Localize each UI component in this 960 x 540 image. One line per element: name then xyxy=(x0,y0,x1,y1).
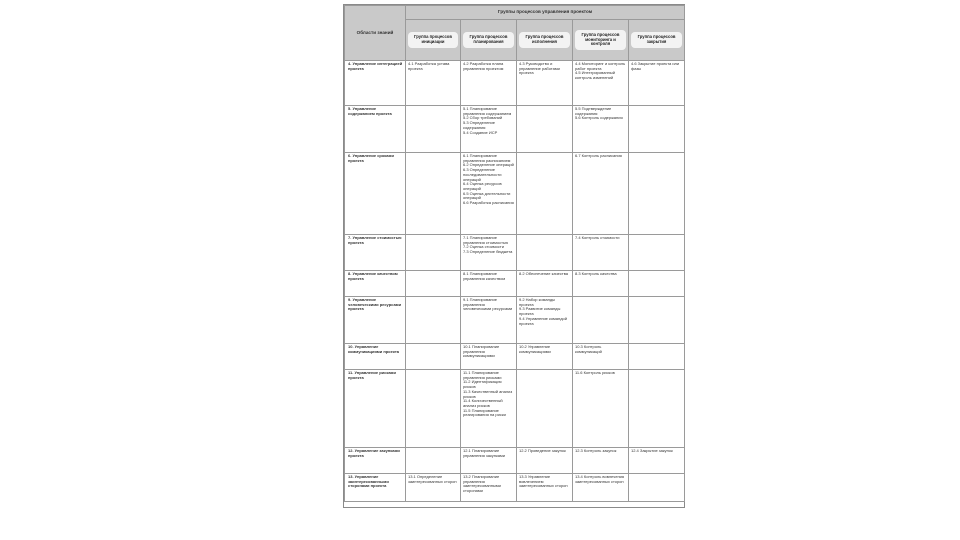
process-cell xyxy=(629,106,685,153)
process-cell: 13.3 Управление вовлечением заинтересованных сторон xyxy=(517,474,573,502)
process-cell xyxy=(629,370,685,448)
process-cell xyxy=(406,235,461,271)
process-cell: 10.3 Контроль коммуникаций xyxy=(573,344,629,370)
process-cell: 6.7 Контроль расписания xyxy=(573,153,629,235)
knowledge-area: 7. Управление стоимостью проекта xyxy=(345,235,406,271)
process-cell xyxy=(517,153,573,235)
group-header-cell xyxy=(517,20,573,61)
process-cell: 4.4 Мониторинг и контроль работ проекта 4.5 Интегрированный контроль изменений xyxy=(573,61,629,106)
group-header: Группа процессов инициации xyxy=(408,32,458,48)
group-header-cell xyxy=(629,20,685,61)
table-row xyxy=(345,61,685,106)
process-cell: 7.4 Контроль стоимости xyxy=(573,235,629,271)
process-cell: 12.1 Планирование управления закупками xyxy=(461,448,517,474)
process-cell xyxy=(406,271,461,297)
process-cell: 7.1 Планирование управления стоимостью 7.2 Оценка стоимости 7.3 Определение бюджета xyxy=(461,235,517,271)
process-cell: 5.5 Подтверждение содержания 5.6 Контроль содержания xyxy=(573,106,629,153)
process-cell xyxy=(406,153,461,235)
table-title: Группы процессов управления проектом xyxy=(406,6,685,20)
knowledge-area: 11. Управление рисками проекта xyxy=(345,370,406,448)
knowledge-area: 6. Управление сроками проекта xyxy=(345,153,406,235)
process-cell: 10.2 Управление коммуникациями xyxy=(517,344,573,370)
group-header: Группа процессов исполнения xyxy=(519,32,570,48)
process-cell xyxy=(406,370,461,448)
process-cell: 8.2 Обеспечение качества xyxy=(517,271,573,297)
area-header: Области знаний xyxy=(345,6,406,61)
process-cell: 13.4 Контроль вовлечения заинтересованных сторон xyxy=(573,474,629,502)
process-cell xyxy=(406,344,461,370)
process-cell: 12.2 Проведение закупок xyxy=(517,448,573,474)
knowledge-area: 13. Управление заинтересованными сторонами проекта xyxy=(345,474,406,502)
knowledge-area: 4. Управление интеграцией проекта xyxy=(345,61,406,106)
table-row xyxy=(345,344,685,370)
process-cell: 5.1 Планирование управления содержанием 5.2 Сбор требований 5.3 Определение содержания 5.4 Создание ИСР xyxy=(461,106,517,153)
group-header-cell xyxy=(573,20,629,61)
process-cell xyxy=(629,271,685,297)
table-row xyxy=(345,153,685,235)
table-row xyxy=(345,106,685,153)
group-header: Группа процессов закрытия xyxy=(631,32,682,48)
slide xyxy=(343,4,685,508)
process-cell xyxy=(629,153,685,235)
process-cell xyxy=(573,297,629,344)
process-cell xyxy=(629,474,685,502)
table-body xyxy=(345,61,685,502)
process-cell xyxy=(629,297,685,344)
group-header: Группа процессов мониторинга и контроля xyxy=(575,30,626,50)
process-cell: 9.1 Планирование управления человеческими ресурсами xyxy=(461,297,517,344)
table-row xyxy=(345,448,685,474)
process-cell xyxy=(517,106,573,153)
group-header-cell xyxy=(406,20,461,61)
process-cell: 8.1 Планирование управления качеством xyxy=(461,271,517,297)
knowledge-area: 10. Управление коммуникациями проекта xyxy=(345,344,406,370)
process-cell: 13.1 Определение заинтересованных сторон xyxy=(406,474,461,502)
process-cell: 11.6 Контроль рисков xyxy=(573,370,629,448)
process-cell: 11.1 Планирование управления рисками 11.2 Идентификация рисков 11.3 Качественный анализ рисков 11.4 Количественный анализ рисков 11.5 Планирование реагирования на риски xyxy=(461,370,517,448)
process-cell: 12.4 Закрытие закупок xyxy=(629,448,685,474)
table-row xyxy=(345,474,685,502)
process-cell: 8.3 Контроль качества xyxy=(573,271,629,297)
knowledge-area: 12. Управление закупками проекта xyxy=(345,448,406,474)
process-groups-table xyxy=(344,5,685,502)
process-cell: 6.1 Планирование управления расписанием 6.2 Определение операций 6.3 Определение последовательности операций 6.4 Оценка ресурсов операций 6.5 Оценка длительности операций 6.6 Разработка расписания xyxy=(461,153,517,235)
process-cell xyxy=(517,370,573,448)
process-cell xyxy=(406,448,461,474)
knowledge-area: 9. Управление человеческими ресурсами проекта xyxy=(345,297,406,344)
table-row xyxy=(345,370,685,448)
process-cell xyxy=(406,297,461,344)
process-cell: 10.1 Планирование управления коммуникациями xyxy=(461,344,517,370)
table-row xyxy=(345,297,685,344)
process-cell: 13.2 Планирование управления заинтересованными сторонами xyxy=(461,474,517,502)
process-cell: 4.6 Закрытие проекта или фазы xyxy=(629,61,685,106)
knowledge-area: 5. Управление содержанием проекта xyxy=(345,106,406,153)
table-row xyxy=(345,271,685,297)
process-cell: 4.2 Разработка плана управления проектом xyxy=(461,61,517,106)
knowledge-area: 8. Управление качеством проекта xyxy=(345,271,406,297)
process-cell xyxy=(629,344,685,370)
process-cell: 9.2 Набор команды проекта 9.3 Развитие команды проекта 9.4 Управление командой проекта xyxy=(517,297,573,344)
process-cell xyxy=(406,106,461,153)
process-cell: 4.3 Руководство и управление работами проекта xyxy=(517,61,573,106)
process-cell: 12.3 Контроль закупок xyxy=(573,448,629,474)
process-cell xyxy=(629,235,685,271)
group-header-cell xyxy=(461,20,517,61)
process-cell xyxy=(517,235,573,271)
process-cell: 4.1 Разработка устава проекта xyxy=(406,61,461,106)
group-header: Группа процессов планирования xyxy=(463,32,514,48)
table-row xyxy=(345,235,685,271)
